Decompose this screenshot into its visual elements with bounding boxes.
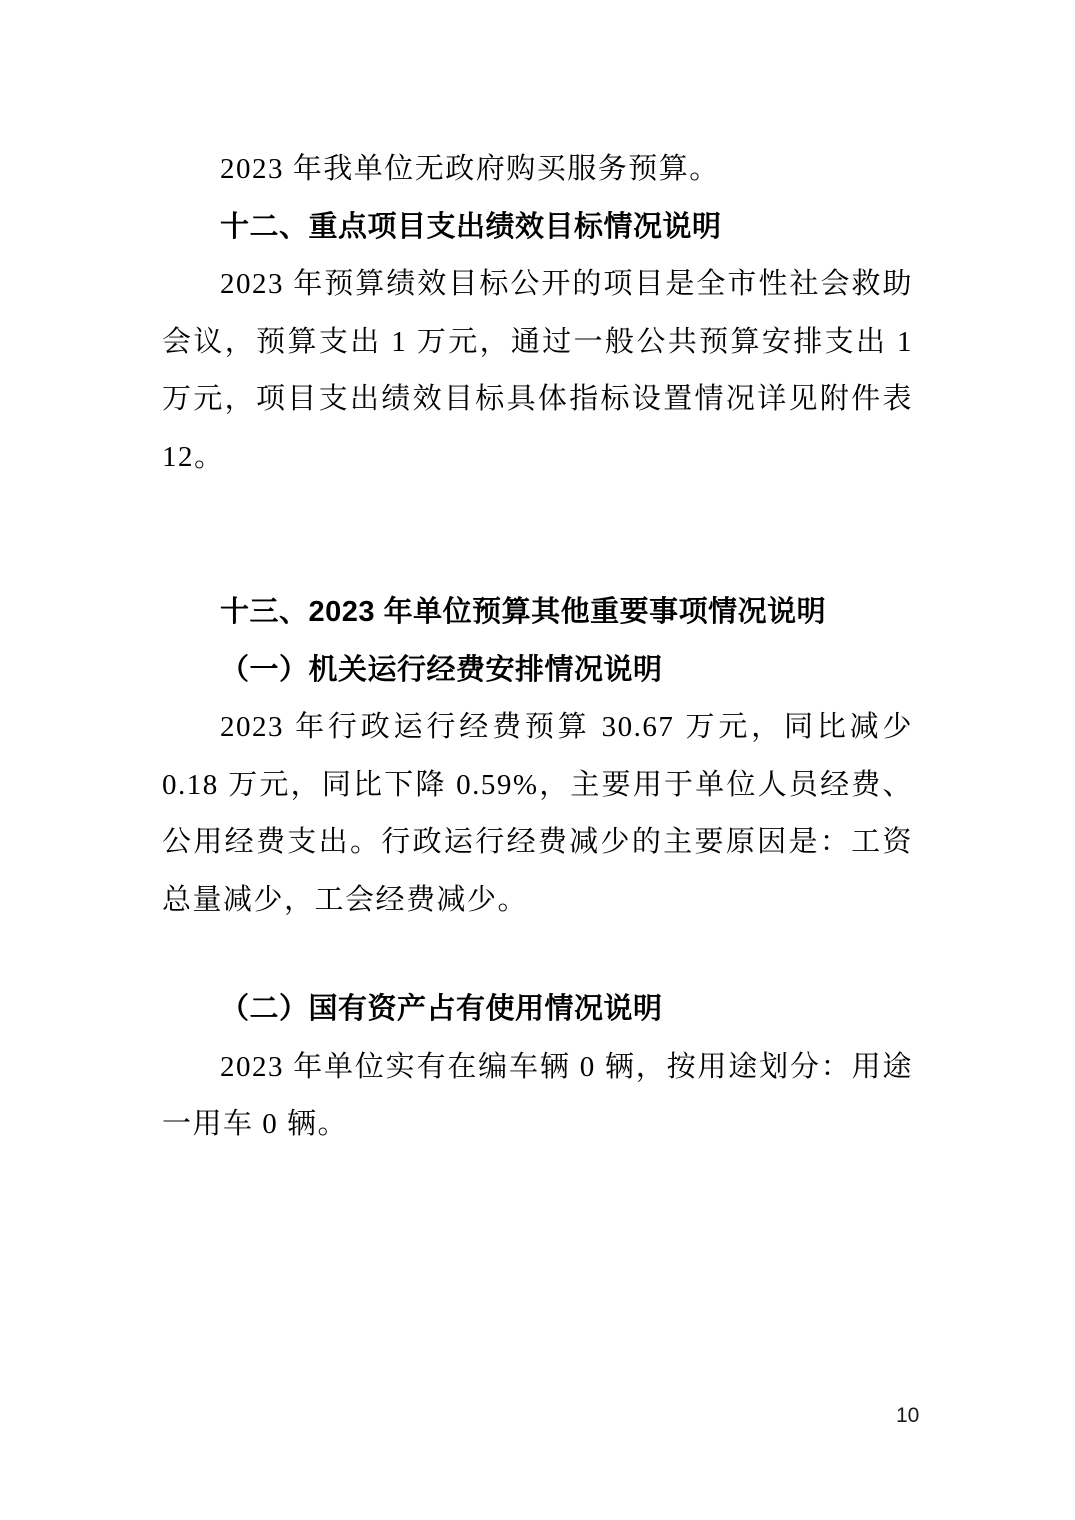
paragraph-performance-target-project: 2023 年预算绩效目标公开的项目是全市性社会救助会议，预算支出 1 万元，通过一般公共预算安排支出 1 万元，项目支出绩效目标具体指标设置情况详见附件表 12。 [162,268,913,473]
subsection-heading-1-operating-expenses: （一）机关运行经费安排情况说明 [220,653,663,686]
section-heading-13-other-important-matters: 十三、2023 年单位预算其他重要事项情况说明 [220,596,827,628]
paragraph-operating-expenses-detail: 2023 年行政运行经费预算 30.67 万元，同比减少 0.18 万元，同比下降 0.59%，主要用于单位人员经费、公用经费支出。行政运行经费减少的主要原因是：工资总量减少，工会经费减少。 [162,711,913,916]
paragraph-vehicles-detail: 2023 年单位实有在编车辆 0 辆，按用途划分：用途一用车 0 辆。 [162,1050,913,1140]
paragraph-no-gov-purchase: 2023 年我单位无政府购买服务预算。 [220,153,720,185]
document-body [162,141,913,1154]
page-number: 10 [896,1404,920,1427]
subsection-heading-2-state-owned-assets: （二）国有资产占有使用情况说明 [220,993,663,1025]
section-heading-12-key-project-performance: 十二、重点项目支出绩效目标情况说明 [220,210,722,243]
